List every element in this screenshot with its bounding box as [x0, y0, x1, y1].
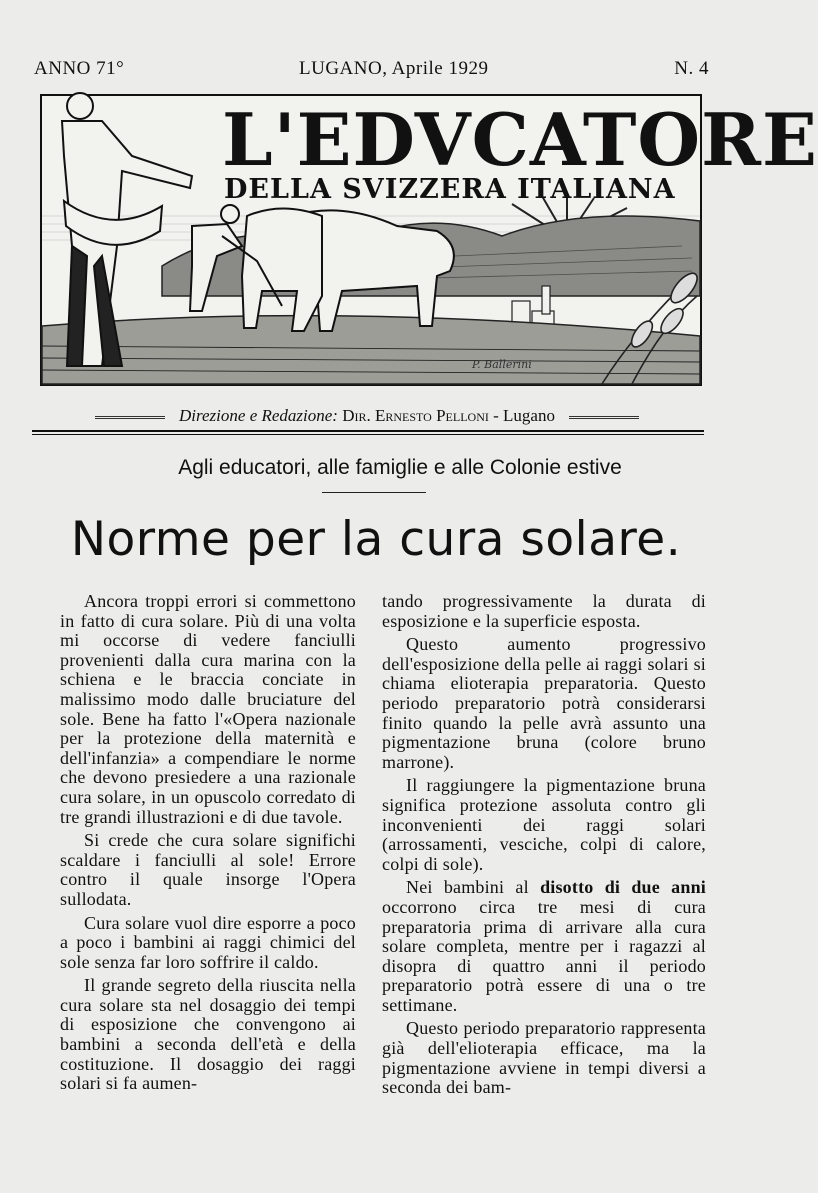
divider-left — [95, 416, 165, 419]
paragraph: Il grande segreto della riuscita nella cura solare sta nel dosaggio dei tempi di esposizione che convengono ai bambini a seconda dell'età e della costituzione. Il dosaggio dei raggi solari si fa aumen- — [60, 975, 356, 1094]
paragraph: Questo aumento progressivo dell'esposizione della pelle ai raggi solari si chiama elioterapia preparatoria. Questo periodo preparatorio potrà considerarsi finito quando la pelle avrà assunto una pigmentazione bruna (colore bruno marrone). — [382, 634, 706, 772]
paragraph-text: occorrono circa tre mesi di cura preparatoria prima di arrivare alla cura solare completa, mentre per i ragazzi al disopra di quattro anni il periodo preparatorio potrà essere di una o tre settimane. — [382, 896, 706, 1015]
direction-line — [62, 406, 672, 426]
paragraph: Questo periodo preparatorio rappresenta già dell'elioterapia efficace, ma la pigmentazione avviene in tempi diversi a seconda dei bam- — [382, 1018, 706, 1098]
direction-label: Direzione e Redazione: — [179, 406, 338, 425]
direction-city: Lugano — [503, 406, 555, 425]
direction-separator: - — [493, 406, 499, 425]
place-date: LUGANO, Aprile 1929 — [299, 58, 489, 79]
header-rule — [32, 430, 704, 432]
paragraph — [382, 878, 706, 1015]
emphasis: disotto di due anni — [540, 877, 706, 898]
column-left — [60, 592, 356, 1094]
column-right — [382, 592, 706, 1098]
article-headline: Norme per la cura solare. — [70, 512, 682, 567]
header-rule-thin — [32, 434, 704, 435]
masthead-title: L'EDVCATORE — [222, 97, 818, 182]
year-label: ANNO 71° — [34, 58, 125, 79]
paragraph: Cura solare vuol dire esporre a poco a poco i bambini ai raggi chimici del sole senza far loro soffrire il caldo. — [60, 912, 356, 972]
paragraph: tando progressivamente la durata di esposizione e la superficie esposta. — [382, 591, 706, 631]
masthead — [40, 94, 818, 386]
paragraph: Ancora troppi errori si commettono in fatto di cura solare. Più di una volta mi occorse di vedere fanciulli provenienti dalla cura marina con la schiena e le braccia conciate in malissimo modo dalle bruciature del sole. Bene ha fatto l'«Opera nazionale per la protezione della maternità e dell'infanzia» a compendiare le norme che devono presiedere a una razionale cura solare, in un opuscolo corredato di tre grandi illustrazioni e di due tavole. — [60, 591, 356, 827]
paragraph-text: Nei bambini al — [406, 877, 541, 898]
issue-number: N. 4 — [674, 58, 709, 79]
kicker-rule — [322, 492, 426, 493]
paragraph: Il raggiungere la pigmentazione bruna significa protezione assoluta contro gli inconvenienti dei raggi solari (arrossamenti, vesciche, colpi di calore, colpi di sole). — [382, 775, 706, 874]
article-kicker: Agli educatori, alle famiglie e alle Colonie estive — [178, 456, 622, 479]
divider-right — [569, 416, 639, 419]
paragraph: Si crede che cura solare significhi scaldare i fanciulli al sole! Errore contro il quale insorge l'Opera sullodata. — [60, 830, 356, 909]
artist-signature: P. Ballerini — [472, 358, 532, 371]
director-name: Dir. Ernesto Pelloni — [342, 406, 489, 425]
masthead-subtitle: DELLA SVIZZERA ITALIANA — [224, 174, 676, 205]
